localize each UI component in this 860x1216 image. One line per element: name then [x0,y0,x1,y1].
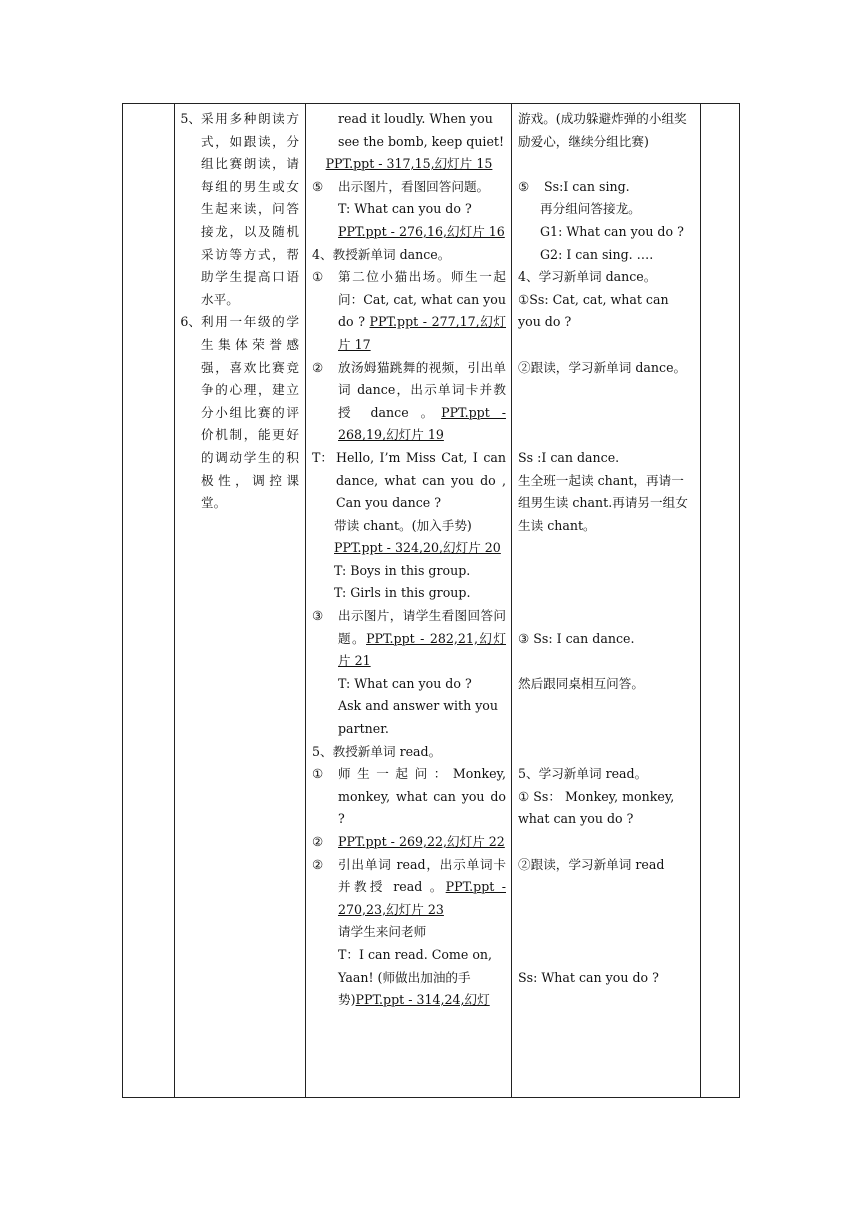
section-heading: 4、教授新单词 dance。 [312,246,451,262]
slide-link[interactable]: PPT.ppt - 269,22,幻灯片 22 [338,834,505,849]
activity-text: T: What can you do ?PPT.ppt - 276,16,幻灯片 16 [338,201,505,239]
slide-link[interactable]: PPT.ppt - 314,24,幻灯 [355,992,490,1008]
activity-text: Ss :I can dance. [518,449,620,465]
slide-link[interactable]: PPT.ppt - 276,16,幻灯片 16 [338,223,505,239]
activity-text: ②跟读，学习新单词 dance。 [518,359,687,375]
activity-text: Ask and answer with you partner. [338,698,499,737]
section-heading: 5、学习新单词 read。 [518,766,648,782]
slide-link[interactable]: PPT.ppt - 268,19,幻灯片 19 [338,404,506,443]
activity-text: T: Boys in this group. [334,562,471,578]
activity-text: 带读 chant。(加入手势) [334,517,472,533]
table-row [123,104,740,1098]
list-item: ② 引出单词 read，出示单词卡并教授 read 。PPT.ppt - 270,23,幻灯片 23 [312,856,506,917]
list-item: ① 师生一起问：Monkey, monkey, what can you do ? [312,766,506,827]
activity-text: ①Ss: Cat, cat, what can you do ? [518,291,669,330]
list-item: ⑤ 出示图片，看图回答问题。 [312,178,490,194]
section-heading: 5、教授新单词 read。 [312,743,442,759]
activity-text: Ss: What can you do ? [518,969,659,985]
activity-text: T: Girls in this group. [334,585,471,601]
list-item: 6、 利用一年级的学生集体荣誉感强，喜欢比赛竞争的心理，建立分小组比赛的评价机制，能更好的调动学生的积极性，调控课堂。 [179,311,299,514]
activity-text: ③ Ss: I can dance. [518,630,635,646]
slide-link[interactable]: PPT.ppt - 324,20,幻灯片 20 [334,540,501,556]
slide-link[interactable]: PPT.ppt - 277,17,幻灯片 17 [338,314,506,352]
activity-text: G2: I can sing. …. [540,246,654,262]
activity-text: ① Ss： Monkey, monkey, what can you do ? [518,788,675,827]
activity-text: G1: What can you do ? [540,223,684,239]
activity-text: 然后跟同桌相互问答。 [518,675,644,691]
list-item: ⑤ Ss:I can sing. [518,178,630,194]
list-item: ① 第二位小猫出场。师生一起问：Cat, cat, what can you do ? PPT.ppt - 277,17,幻灯片 17 [312,269,506,352]
list-item: ② PPT.ppt - 269,22,幻灯片 22 [312,831,506,854]
blank-cell-right [701,104,740,1098]
slide-link[interactable]: PPT.ppt - 317,15,幻灯片 15 [325,156,493,172]
blank-cell-left [123,104,175,1098]
slide-link[interactable]: PPT.ppt - 282,21,幻灯片 21 [338,630,507,669]
activity-text: T：I can read. Come on, Yaan! (师做出加油的手势)PPT.ppt - 314,24,幻灯 [338,946,493,1008]
intent-text: 利用一年级的学生集体荣誉感强，喜欢比赛竞争的心理，建立分小组比赛的评价机制，能更好的调动学生的积极性，调控课堂。 [201,314,299,511]
lesson-plan-table [122,103,740,1098]
activity-text: 请学生来问老师 [338,924,427,940]
intent-text: 采用多种朗读方式，如跟读，分组比赛朗读，请每组的男生或女生起来读，问答接龙，以及随机采访等方式，帮助学生提高口语水平。 [201,111,299,307]
activity-text: ②跟读，学习新单词 read [518,856,665,872]
teacher-activity-cell [306,104,512,1098]
slide-link[interactable]: PPT.ppt - 270,23,幻灯片 23 [338,879,506,917]
activity-text: 游戏。(成功躲避炸弹的小组奖励爱心，继续分组比赛) [518,111,687,149]
design-intent-cell [175,104,306,1098]
list-item: ③ 出示图片，请学生看图回答问题。PPT.ppt - 282,21,幻灯片 21 [312,608,507,669]
list-item: 5、 采用多种朗读方式，如跟读，分组比赛朗读，请每组的男生或女生起来读，问答接龙，以及随机采访等方式，帮助学生提高口语水平。 [179,108,299,311]
activity-text: 生全班一起读 chant，再请一组男生读 chant.再请另一组女生读 chant。 [518,472,688,533]
student-activity-cell [512,104,701,1098]
activity-text: 再分组问答接龙。 [540,201,641,217]
section-heading: 4、学习新单词 dance。 [518,269,657,285]
list-item: T： Hello, I’m Miss Cat, I can dance, what can you do , Can you dance ? [312,449,506,511]
list-item: ② 放汤姆猫跳舞的视频，引出单词 dance，出示单词卡并教授 dance 。PPT.ppt - 268,19,幻灯片 19 [312,359,506,443]
activity-text: T: What can you do ? [338,675,472,691]
activity-text: read it loudly. When you see the bomb, keep quiet! [338,111,505,149]
